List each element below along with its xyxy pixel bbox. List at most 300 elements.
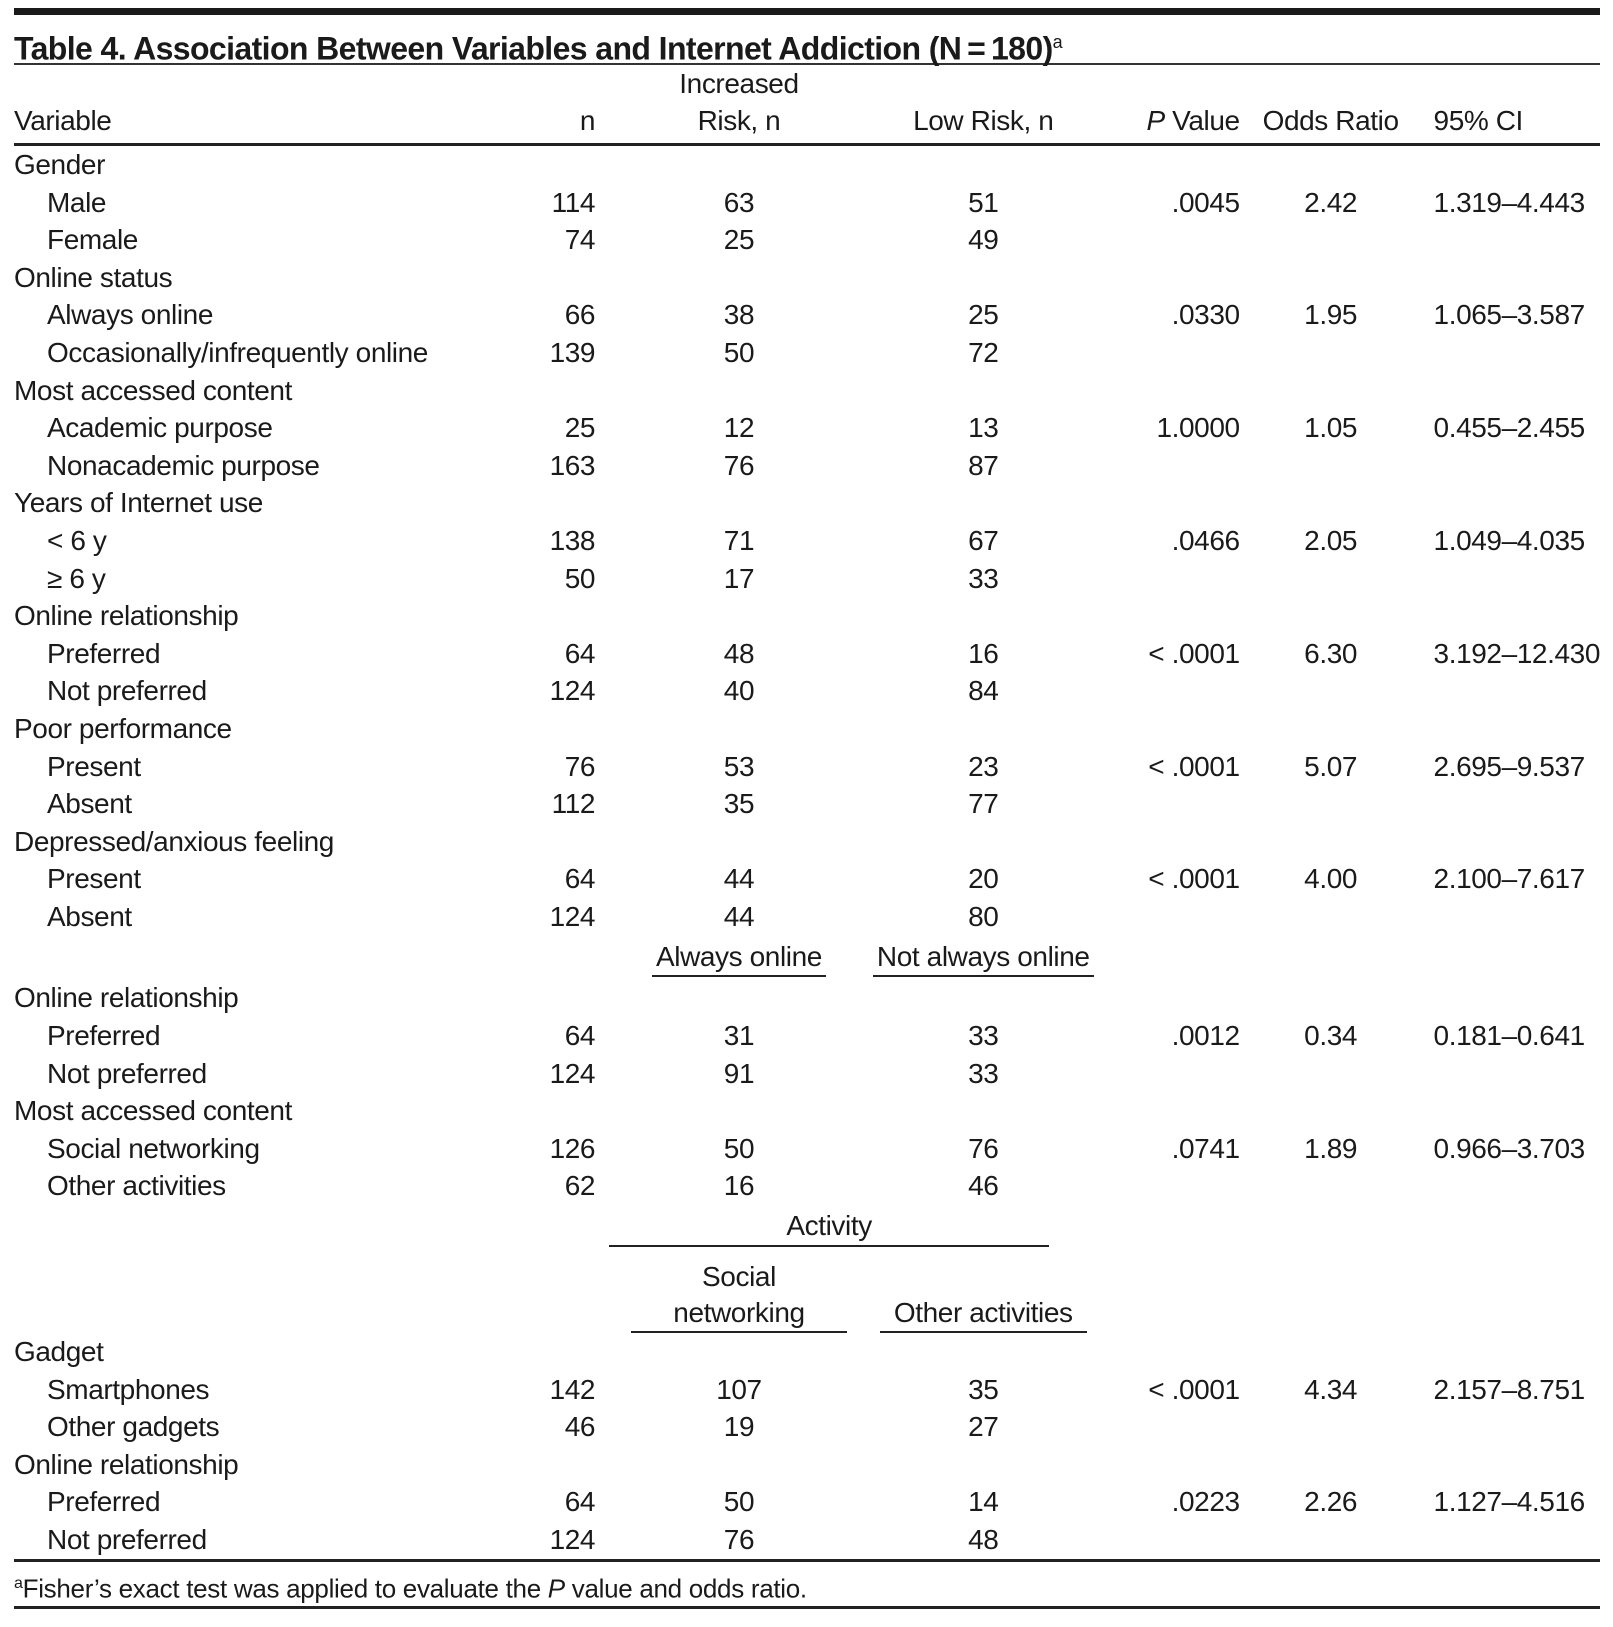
empty-cell — [1240, 823, 1422, 861]
empty-cell — [1422, 597, 1600, 635]
cell-odds-ratio — [1240, 1521, 1422, 1559]
empty-cell — [1240, 597, 1422, 635]
row-label: Nonacademic purpose — [47, 449, 320, 481]
empty-cell — [853, 1446, 1114, 1484]
cell-low-risk: 49 — [968, 224, 999, 256]
row-label: Occasionally/infrequently online — [47, 336, 428, 368]
cell-p-value — [1114, 1167, 1240, 1205]
header-low-risk: Low Risk, n — [913, 105, 1054, 136]
empty-cell — [1422, 935, 1600, 979]
cell-p-value — [1114, 785, 1240, 823]
cell-low-risk: 80 — [968, 900, 999, 932]
cell-low-risk: 20 — [968, 863, 999, 895]
empty-cell — [500, 1333, 595, 1371]
table-row — [14, 860, 1600, 898]
empty-cell — [1114, 823, 1240, 861]
spanning-header — [595, 1205, 1114, 1249]
group-label: Online relationship — [14, 982, 239, 1014]
row-label: Preferred — [47, 637, 161, 669]
header-n: n — [579, 105, 596, 136]
cell-increased-risk: 107 — [716, 1373, 762, 1405]
empty-cell — [1240, 935, 1422, 979]
subheader-col1-line1: Social — [702, 1261, 776, 1293]
empty-cell — [853, 1092, 1114, 1130]
cell-increased-risk: 38 — [723, 299, 755, 331]
subheader-col1 — [595, 935, 853, 979]
footnote-italic: P — [547, 1573, 565, 1604]
cell-n: 64 — [564, 1486, 596, 1518]
cell-p-value: .0466 — [1171, 524, 1240, 556]
row-label: Social networking — [47, 1132, 260, 1164]
empty-cell — [1240, 1333, 1422, 1371]
cell-increased-risk: 19 — [723, 1411, 755, 1443]
cell-increased-risk: 53 — [723, 750, 755, 782]
subheader-col1-label: Always online — [652, 939, 826, 977]
cell-low-risk: 51 — [968, 186, 999, 218]
empty-cell — [1422, 372, 1600, 410]
empty-cell — [853, 597, 1114, 635]
cell-low-risk: 33 — [968, 1020, 999, 1052]
cell-increased-risk: 35 — [723, 788, 755, 820]
row-label: Not preferred — [47, 1057, 207, 1089]
empty-cell — [1240, 710, 1422, 748]
empty-cell — [500, 259, 595, 297]
cell-p-value: 1.0000 — [1156, 412, 1240, 444]
cell-low-risk: 48 — [968, 1524, 999, 1555]
cell-increased-risk: 50 — [723, 1486, 755, 1518]
cell-increased-risk: 17 — [723, 562, 755, 594]
cell-increased-risk: 44 — [723, 863, 755, 895]
group-label: Poor performance — [14, 712, 232, 744]
subheader-col1-line2: networking — [673, 1297, 805, 1329]
table-title — [14, 21, 1600, 67]
empty-cell — [1114, 1249, 1240, 1333]
cell-ci — [1422, 221, 1600, 259]
cell-odds-ratio: 4.34 — [1304, 1373, 1358, 1405]
empty-cell — [500, 979, 595, 1017]
table-row — [14, 898, 1600, 936]
row-label: Not preferred — [47, 1524, 207, 1555]
cell-low-risk: 25 — [968, 299, 999, 331]
group-row — [14, 823, 1600, 861]
table-row — [14, 635, 1600, 673]
empty-cell — [500, 145, 595, 184]
cell-n: 62 — [564, 1170, 596, 1202]
empty-cell — [853, 823, 1114, 861]
cell-n: 138 — [549, 524, 596, 556]
header-increased-line1: Increased — [679, 68, 799, 99]
cell-p-value: < .0001 — [1148, 863, 1240, 895]
empty-cell — [595, 1333, 853, 1371]
cell-ci — [1422, 1408, 1600, 1446]
cell-low-risk: 46 — [968, 1170, 999, 1202]
cell-increased-risk: 63 — [723, 186, 755, 218]
cell-n: 64 — [564, 863, 596, 895]
empty-cell — [595, 484, 853, 522]
empty-cell — [14, 935, 500, 979]
empty-cell — [595, 145, 853, 184]
empty-cell — [1240, 1205, 1422, 1249]
cell-odds-ratio: 2.26 — [1304, 1486, 1358, 1518]
table-row — [14, 1521, 1600, 1559]
cell-n: 124 — [549, 675, 596, 707]
cell-low-risk: 87 — [968, 449, 999, 481]
table-body — [14, 145, 1600, 1559]
table-row — [14, 409, 1600, 447]
footnote-text: Fisher’s exact test was applied to evaluate the — [22, 1573, 548, 1604]
table-figure — [14, 0, 1600, 1609]
group-label: Online relationship — [14, 600, 239, 632]
empty-cell — [1114, 259, 1240, 297]
empty-cell — [1422, 145, 1600, 184]
row-label: Smartphones — [47, 1373, 210, 1405]
cell-low-risk: 72 — [968, 336, 999, 368]
cell-n: 112 — [551, 788, 596, 820]
empty-cell — [1422, 484, 1600, 522]
row-label: Female — [47, 224, 138, 256]
cell-ci: 0.455–2.455 — [1433, 412, 1585, 444]
cell-increased-risk: 91 — [723, 1057, 755, 1089]
cell-ci — [1422, 447, 1600, 485]
footnote-text-end: value and odds ratio. — [564, 1573, 807, 1604]
row-label: Absent — [47, 900, 132, 932]
spanning-header-label: Activity — [609, 1207, 1049, 1247]
table-row — [14, 1167, 1600, 1205]
group-row — [14, 259, 1600, 297]
cell-increased-risk: 50 — [723, 336, 755, 368]
empty-cell — [1240, 484, 1422, 522]
footnote-rule — [14, 1606, 1600, 1609]
cell-odds-ratio: 6.30 — [1304, 637, 1358, 669]
group-label: Gadget — [14, 1336, 104, 1368]
cell-ci — [1422, 334, 1600, 372]
cell-ci — [1422, 898, 1600, 936]
cell-p-value — [1114, 672, 1240, 710]
cell-ci: 0.966–3.703 — [1433, 1132, 1585, 1164]
row-label: Present — [47, 863, 141, 895]
cell-odds-ratio: 0.34 — [1304, 1020, 1358, 1052]
group-label: Most accessed content — [14, 1095, 292, 1127]
empty-cell — [14, 1205, 500, 1249]
cell-odds-ratio: 1.05 — [1304, 412, 1358, 444]
row-label: < 6 y — [47, 524, 107, 556]
cell-p-value: .0741 — [1171, 1132, 1240, 1164]
cell-low-risk: 16 — [968, 637, 999, 669]
row-label: Academic purpose — [47, 412, 273, 444]
group-row — [14, 979, 1600, 1017]
cell-increased-risk: 12 — [723, 412, 755, 444]
row-label: Absent — [47, 788, 132, 820]
cell-increased-risk: 48 — [723, 637, 755, 669]
table-row — [14, 1408, 1600, 1446]
cell-increased-risk: 40 — [723, 675, 755, 707]
cell-n: 139 — [549, 336, 596, 368]
empty-cell — [500, 1446, 595, 1484]
cell-odds-ratio: 2.42 — [1304, 186, 1358, 218]
cell-p-value — [1114, 447, 1240, 485]
empty-cell — [1114, 710, 1240, 748]
cell-odds-ratio — [1240, 221, 1422, 259]
group-row — [14, 484, 1600, 522]
table-row — [14, 1371, 1600, 1409]
cell-ci: 2.695–9.537 — [1433, 750, 1585, 782]
top-rule — [14, 8, 1600, 15]
cell-odds-ratio — [1240, 447, 1422, 485]
header-variable: Variable — [14, 105, 112, 136]
subheader-col1-label — [631, 1259, 846, 1333]
cell-increased-risk: 16 — [723, 1170, 755, 1202]
cell-p-value — [1114, 1408, 1240, 1446]
cell-p-value — [1114, 1055, 1240, 1093]
table-row — [14, 334, 1600, 372]
table-row — [14, 296, 1600, 334]
footnote — [14, 1562, 1600, 1606]
empty-cell — [1422, 1249, 1600, 1333]
cell-ci — [1422, 560, 1600, 598]
empty-cell — [1422, 1205, 1600, 1249]
header-increased-line2: Risk, n — [697, 105, 781, 136]
empty-cell — [1240, 979, 1422, 1017]
cell-low-risk: 33 — [968, 1057, 999, 1089]
cell-n: 163 — [549, 449, 596, 481]
cell-p-value: < .0001 — [1148, 750, 1240, 782]
empty-cell — [595, 259, 853, 297]
table-row — [14, 672, 1600, 710]
empty-cell — [853, 979, 1114, 1017]
cell-odds-ratio: 1.89 — [1304, 1132, 1358, 1164]
group-label: Depressed/anxious feeling — [14, 825, 334, 857]
header-increased-risk — [595, 65, 853, 145]
row-label: Male — [47, 186, 107, 218]
empty-cell — [595, 1092, 853, 1130]
group-row — [14, 710, 1600, 748]
footnote-marker: a — [14, 1574, 23, 1592]
empty-cell — [1114, 1333, 1240, 1371]
cell-odds-ratio: 5.07 — [1304, 750, 1358, 782]
subheader-col2 — [853, 1249, 1114, 1333]
subheader-col2-label: Other activities — [880, 1295, 1087, 1333]
empty-cell — [500, 484, 595, 522]
subheader-row — [14, 935, 1600, 979]
empty-cell — [500, 1249, 595, 1333]
cell-odds-ratio — [1240, 334, 1422, 372]
cell-n: 74 — [564, 224, 596, 256]
row-label: Not preferred — [47, 675, 207, 707]
cell-ci: 1.065–3.587 — [1433, 299, 1585, 331]
empty-cell — [595, 1446, 853, 1484]
subheader-row — [14, 1249, 1600, 1333]
empty-cell — [1114, 935, 1240, 979]
subheader-row — [14, 1205, 1600, 1249]
group-label: Gender — [14, 149, 105, 180]
cell-n: 66 — [564, 299, 596, 331]
cell-ci — [1422, 1167, 1600, 1205]
cell-ci — [1422, 672, 1600, 710]
header-p-rest: Value — [1164, 105, 1240, 136]
row-label: ≥ 6 y — [47, 562, 106, 594]
cell-ci: 2.100–7.617 — [1433, 863, 1585, 895]
row-label: Other activities — [47, 1170, 226, 1202]
cell-ci — [1422, 1055, 1600, 1093]
cell-ci: 1.049–4.035 — [1433, 524, 1585, 556]
empty-cell — [1240, 1446, 1422, 1484]
empty-cell — [1422, 979, 1600, 1017]
table-row — [14, 221, 1600, 259]
table-row — [14, 447, 1600, 485]
cell-low-risk: 35 — [968, 1373, 999, 1405]
empty-cell — [1422, 259, 1600, 297]
group-label: Online relationship — [14, 1448, 239, 1480]
cell-p-value: < .0001 — [1148, 1373, 1240, 1405]
cell-low-risk: 77 — [968, 788, 999, 820]
empty-cell — [14, 1249, 500, 1333]
table-row — [14, 184, 1600, 222]
cell-n: 50 — [564, 562, 596, 594]
row-label: Preferred — [47, 1020, 161, 1052]
cell-low-risk: 67 — [968, 524, 999, 556]
cell-p-value: .0330 — [1171, 299, 1240, 331]
cell-odds-ratio — [1240, 672, 1422, 710]
group-label: Online status — [14, 261, 173, 293]
cell-increased-risk: 71 — [723, 524, 755, 556]
data-table — [14, 65, 1600, 1559]
header-ci: 95% CI — [1433, 105, 1523, 136]
empty-cell — [500, 710, 595, 748]
empty-cell — [500, 372, 595, 410]
group-label: Most accessed content — [14, 374, 292, 406]
cell-p-value — [1114, 221, 1240, 259]
cell-ci — [1422, 1521, 1600, 1559]
empty-cell — [1240, 145, 1422, 184]
empty-cell — [853, 710, 1114, 748]
empty-cell — [1114, 372, 1240, 410]
cell-n: 64 — [564, 1020, 596, 1052]
cell-ci: 2.157–8.751 — [1433, 1373, 1585, 1405]
empty-cell — [853, 372, 1114, 410]
group-row — [14, 1333, 1600, 1371]
empty-cell — [500, 597, 595, 635]
empty-cell — [595, 372, 853, 410]
cell-increased-risk: 50 — [723, 1132, 755, 1164]
group-row — [14, 145, 1600, 184]
empty-cell — [853, 145, 1114, 184]
group-label: Years of Internet use — [14, 487, 263, 519]
group-row — [14, 1092, 1600, 1130]
cell-odds-ratio — [1240, 1055, 1422, 1093]
cell-low-risk: 27 — [968, 1411, 999, 1443]
cell-p-value — [1114, 560, 1240, 598]
table-row — [14, 522, 1600, 560]
cell-n: 142 — [549, 1373, 596, 1405]
subheader-col2-label: Not always online — [873, 939, 1094, 977]
empty-cell — [1240, 372, 1422, 410]
group-row — [14, 597, 1600, 635]
cell-p-value — [1114, 334, 1240, 372]
cell-odds-ratio — [1240, 560, 1422, 598]
cell-low-risk: 13 — [968, 412, 999, 444]
cell-odds-ratio: 1.95 — [1304, 299, 1358, 331]
cell-increased-risk: 44 — [723, 900, 755, 932]
row-label: Present — [47, 750, 141, 782]
cell-ci: 1.127–4.516 — [1433, 1486, 1585, 1518]
table-row — [14, 1017, 1600, 1055]
empty-cell — [500, 1205, 595, 1249]
table-row — [14, 1055, 1600, 1093]
cell-increased-risk: 25 — [723, 224, 755, 256]
cell-n: 124 — [549, 1057, 596, 1089]
cell-n: 46 — [564, 1411, 596, 1443]
cell-n: 64 — [564, 637, 596, 669]
cell-p-value: < .0001 — [1148, 637, 1240, 669]
empty-cell — [595, 823, 853, 861]
empty-cell — [1114, 979, 1240, 1017]
cell-ci: 0.181–0.641 — [1433, 1020, 1585, 1052]
empty-cell — [1422, 823, 1600, 861]
empty-cell — [1240, 259, 1422, 297]
cell-n: 25 — [564, 412, 596, 444]
cell-odds-ratio — [1240, 785, 1422, 823]
empty-cell — [1240, 1249, 1422, 1333]
cell-ci — [1422, 785, 1600, 823]
cell-n: 124 — [549, 1524, 596, 1555]
table-row — [14, 748, 1600, 786]
empty-cell — [595, 710, 853, 748]
row-label: Always online — [47, 299, 213, 331]
empty-cell — [853, 484, 1114, 522]
cell-odds-ratio: 2.05 — [1304, 524, 1358, 556]
empty-cell — [1114, 1092, 1240, 1130]
empty-cell — [500, 935, 595, 979]
cell-n: 124 — [549, 900, 596, 932]
subheader-col1 — [595, 1249, 853, 1333]
table-row — [14, 1130, 1600, 1168]
header-odds-ratio: Odds Ratio — [1262, 105, 1399, 136]
empty-cell — [1240, 1092, 1422, 1130]
cell-p-value: .0223 — [1171, 1486, 1240, 1518]
table-row — [14, 785, 1600, 823]
subheader-col2 — [853, 935, 1114, 979]
cell-increased-risk: 76 — [723, 1524, 755, 1555]
header-p-italic: P — [1146, 105, 1165, 136]
cell-odds-ratio — [1240, 1167, 1422, 1205]
cell-odds-ratio — [1240, 898, 1422, 936]
table-row — [14, 560, 1600, 598]
header-p-value — [1114, 65, 1240, 145]
cell-n: 126 — [549, 1132, 596, 1164]
empty-cell — [1422, 1446, 1600, 1484]
empty-cell — [1422, 1333, 1600, 1371]
empty-cell — [1114, 145, 1240, 184]
title-footnote-marker: a — [1052, 32, 1063, 52]
cell-low-risk: 76 — [968, 1132, 999, 1164]
group-row — [14, 372, 1600, 410]
empty-cell — [853, 259, 1114, 297]
header-row — [14, 65, 1600, 145]
cell-p-value — [1114, 1521, 1240, 1559]
group-row — [14, 1446, 1600, 1484]
cell-low-risk: 14 — [968, 1486, 999, 1518]
empty-cell — [1114, 484, 1240, 522]
row-label: Other gadgets — [47, 1411, 220, 1443]
empty-cell — [595, 979, 853, 1017]
row-label: Preferred — [47, 1486, 161, 1518]
empty-cell — [500, 1092, 595, 1130]
empty-cell — [1114, 1205, 1240, 1249]
table-row — [14, 1483, 1600, 1521]
empty-cell — [853, 1333, 1114, 1371]
cell-increased-risk: 31 — [723, 1020, 755, 1052]
empty-cell — [595, 597, 853, 635]
